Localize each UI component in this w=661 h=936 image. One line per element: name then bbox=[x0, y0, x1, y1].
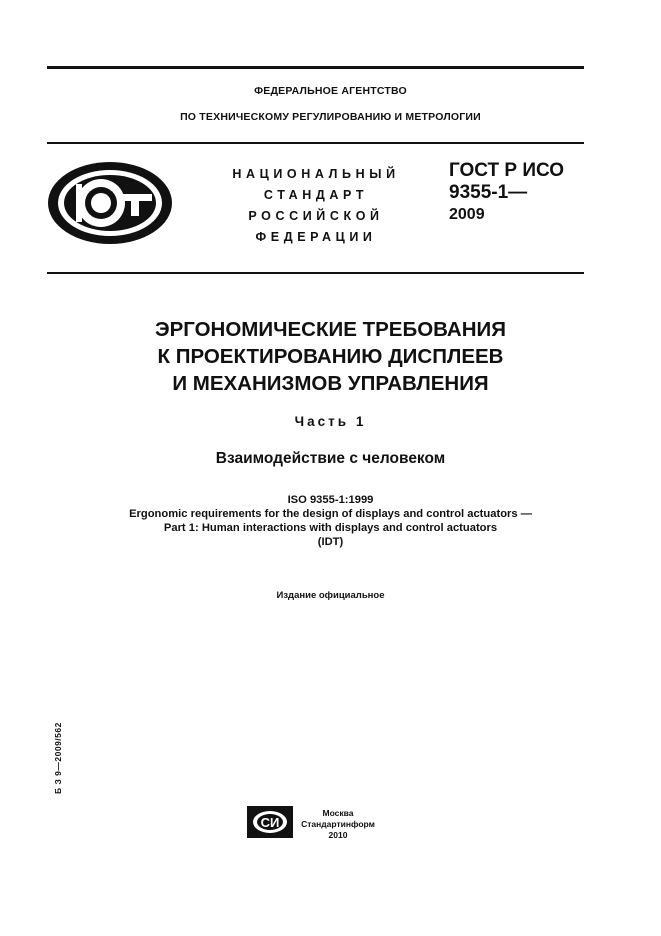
edition-label: Издание официальное bbox=[276, 590, 385, 601]
designation-line-2: 9355-1— bbox=[449, 182, 528, 203]
iso-title-line-1: Ergonomic requirements for the design of displays and control actuators — bbox=[129, 508, 532, 520]
publisher-name: Стандартинформ bbox=[301, 819, 375, 829]
iso-reference bbox=[0, 493, 661, 549]
title-line-3: И МЕХАНИЗМОВ УПРАВЛЕНИЯ bbox=[172, 372, 489, 395]
svg-text:СИ: СИ bbox=[260, 815, 280, 830]
iso-title-line-2: Part 1: Human interactions with displays and control actuators bbox=[163, 522, 498, 534]
agency-line-1: ФЕДЕРАЛЬНОЕ АГЕНТСТВО bbox=[254, 85, 407, 97]
standard-type-line-4: ФЕДЕРАЦИИ bbox=[255, 230, 377, 244]
standartinform-logo-icon bbox=[247, 806, 293, 838]
iso-equivalence: (IDT) bbox=[317, 536, 344, 548]
title-line-1: ЭРГОНОМИЧЕСКИЕ ТРЕБОВАНИЯ bbox=[154, 318, 507, 341]
part-number: Часть 1 bbox=[294, 414, 367, 429]
standard-type bbox=[216, 164, 416, 248]
publisher-city: Москва bbox=[322, 808, 354, 818]
standard-designation bbox=[449, 160, 564, 226]
standard-type-line-1: НАЦИОНАЛЬНЫЙ bbox=[232, 167, 400, 181]
agency-line-2: ПО ТЕХНИЧЕСКОМУ РЕГУЛИРОВАНИЮ И МЕТРОЛОГИИ bbox=[180, 111, 481, 123]
designation-year: 2009 bbox=[449, 206, 485, 223]
header-rule bbox=[47, 142, 584, 144]
rst-logo-icon bbox=[46, 160, 174, 246]
document-title bbox=[0, 316, 661, 397]
catalog-code: Б З 9—2009/562 bbox=[53, 722, 63, 794]
title-rule bbox=[47, 272, 584, 274]
publisher-info bbox=[298, 808, 378, 841]
title-line-2: К ПРОЕКТИРОВАНИЮ ДИСПЛЕЕВ bbox=[157, 345, 504, 368]
standard-type-line-2: СТАНДАРТ bbox=[263, 188, 369, 202]
standard-type-line-3: РОССИЙСКОЙ bbox=[248, 209, 384, 223]
top-rule bbox=[47, 66, 584, 69]
part-subtitle: Взаимодействие с человеком bbox=[215, 450, 446, 467]
designation-line-1: ГОСТ Р ИСО bbox=[449, 160, 565, 181]
iso-number: ISO 9355-1:1999 bbox=[287, 494, 374, 506]
publisher-year: 2010 bbox=[328, 830, 348, 840]
